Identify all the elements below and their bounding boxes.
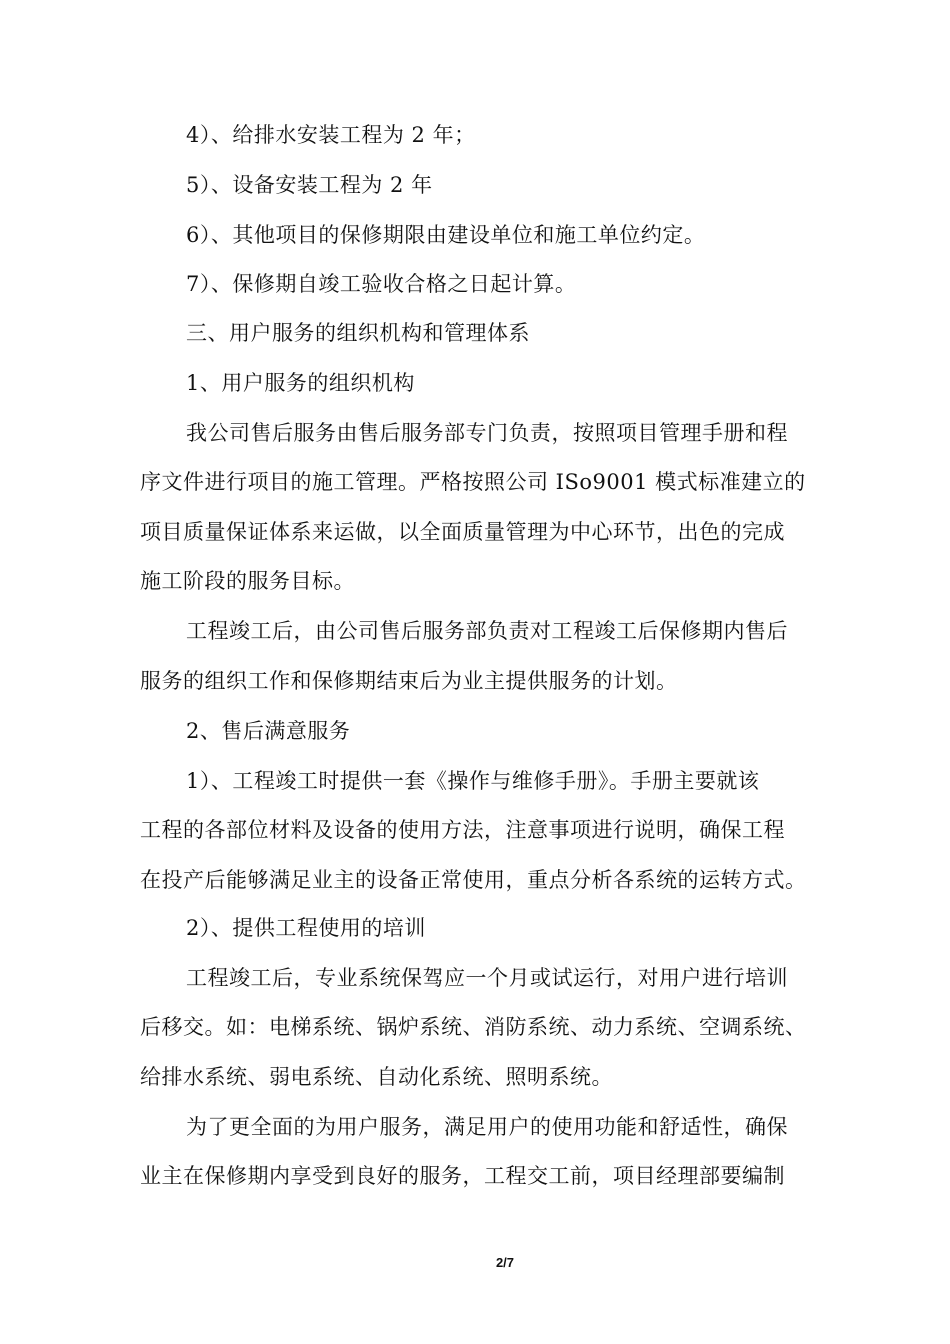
page-number: 2/7 bbox=[495, 1255, 515, 1270]
text-line: 项目质量保证体系来运做，以全面质量管理为中心环节，出色的完成 bbox=[140, 520, 785, 544]
text-line: 5）、设备安装工程为 2 年 bbox=[186, 173, 433, 197]
text-line: 业主在保修期内享受到良好的服务，工程交工前，项目经理部要编制 bbox=[140, 1164, 785, 1188]
text-line: 工程竣工后，由公司售后服务部负责对工程竣工后保修期内售后 bbox=[186, 619, 788, 643]
text-line: 工程竣工后，专业系统保驾应一个月或试运行，对用户进行培训 bbox=[186, 966, 788, 990]
text-line: 工程的各部位材料及设备的使用方法，注意事项进行说明，确保工程 bbox=[140, 818, 785, 842]
text-line: 2）、提供工程使用的培训 bbox=[186, 916, 426, 940]
text-line: 7）、保修期自竣工验收合格之日起计算。 bbox=[186, 272, 577, 296]
subsection-heading: 2、售后满意服务 bbox=[186, 719, 351, 743]
text-line: 4）、给排水安装工程为 2 年； bbox=[186, 123, 476, 147]
text-line: 给排水系统、弱电系统、自动化系统、照明系统。 bbox=[140, 1065, 613, 1089]
text-line: 6）、其他项目的保修期限由建设单位和施工单位约定。 bbox=[186, 223, 706, 247]
text-line: 1）、工程竣工时提供一套《操作与维修手册》。手册主要就该 bbox=[186, 769, 760, 793]
section-heading: 三、用户服务的组织机构和管理体系 bbox=[186, 321, 530, 345]
text-line: 我公司售后服务由售后服务部专门负责，按照项目管理手册和程 bbox=[186, 421, 788, 445]
text-line: 后移交。如：电梯系统、锅炉系统、消防系统、动力系统、空调系统、 bbox=[140, 1015, 807, 1039]
text-line: 施工阶段的服务目标。 bbox=[140, 569, 355, 593]
text-line: 服务的组织工作和保修期结束后为业主提供服务的计划。 bbox=[140, 669, 678, 693]
text-line: 序文件进行项目的施工管理。严格按照公司 ISo9001 模式标准建立的 bbox=[140, 470, 806, 494]
text-line: 在投产后能够满足业主的设备正常使用，重点分析各系统的运转方式。 bbox=[140, 868, 807, 892]
text-line: 为了更全面的为用户服务，满足用户的使用功能和舒适性，确保 bbox=[186, 1115, 788, 1139]
subsection-heading: 1、用户服务的组织机构 bbox=[186, 371, 415, 395]
